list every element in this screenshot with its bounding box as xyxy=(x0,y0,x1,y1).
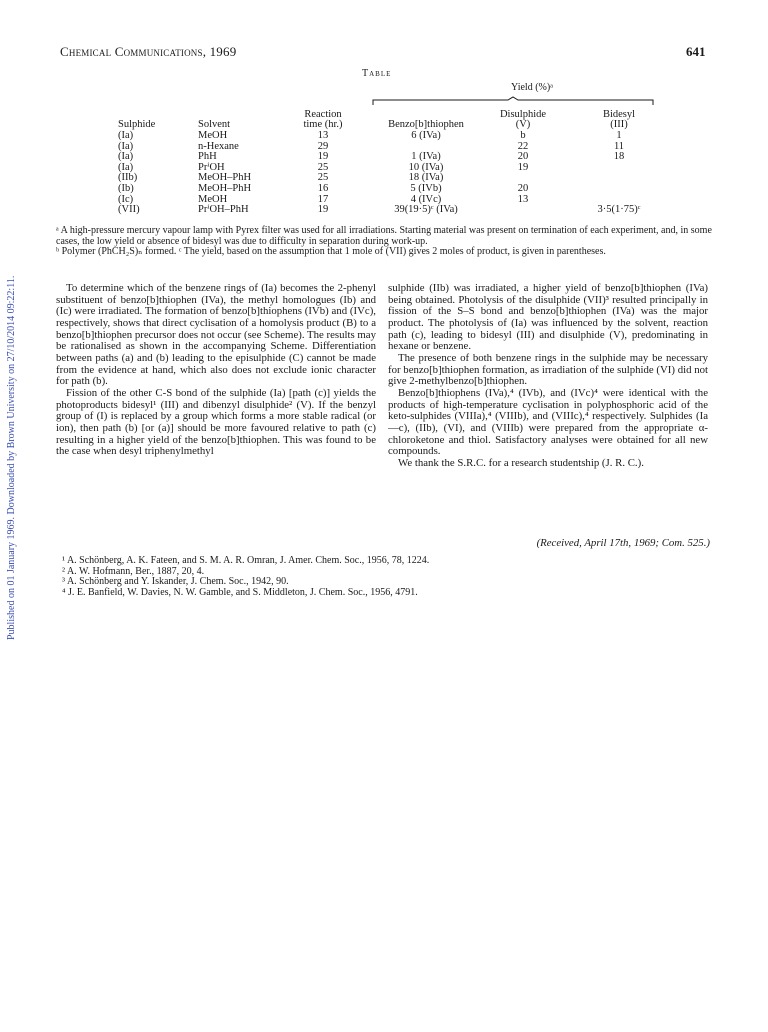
cell-time: 19 xyxy=(317,151,329,163)
table-footnote: ᵃ A high-pressure mercury vapour lamp with Pyrex filter was used for all irradiations. Starting material was present on termination of each experiment, and, in some cases, the low yield or absence of bidesyl was due to difficulty in separation during work-up. xyxy=(56,225,712,247)
references xyxy=(62,556,662,599)
cell-disulphide: 20 xyxy=(517,151,529,163)
body-paragraph: Benzo[b]thiophens (IVa),⁴ (IVb), and (IVc)⁴ were identical with the products of high-temperature cyclisation in polyphosphoric acid of the keto-sulphides (VIIIa),⁴ (VIIIb), and (VIIIc),⁴ respectively. Sulphides (Ia—c), (IIb), (VI), and (VIIIb) were prepared from the appropriate α-chloroketone and thiol. Satisfactory analyses were obtained for all new compounds. xyxy=(388,386,708,458)
download-notice: Published on 01 January 1969. Downloaded by Brown University on 27/10/2014 09:22:11. xyxy=(6,275,17,640)
sulphide-column xyxy=(118,110,168,216)
cell-time: 29 xyxy=(317,140,329,152)
header-benzothiophen: Benzo[b]thiophen xyxy=(388,119,464,131)
header-disulphide-line2: (V) xyxy=(515,119,531,131)
time-column xyxy=(294,110,352,216)
cell-sulphide: (Ia) xyxy=(118,140,134,152)
cell-solvent: PrⁱOH xyxy=(198,161,225,173)
reference-item: ⁴ J. E. Banfield, W. Davies, N. W. Gamble, and S. Middleton, J. Chem. Soc., 1956, 4791. xyxy=(62,587,418,599)
cell-sulphide: (Ia) xyxy=(118,130,134,141)
body-paragraph: The presence of both benzene rings in the sulphide may be necessary for benzo[b]thiophen formation, as irradiation of the sulphide (VI) did not give 2-methylbenzo[b]thiophen. xyxy=(388,351,708,388)
cell-disulphide: 19 xyxy=(517,161,529,173)
solvent-column xyxy=(198,110,288,216)
cell-bidesyl: 3·5(1·75)ᶜ xyxy=(597,204,641,216)
cell-bidesyl: 18 xyxy=(613,151,625,163)
reference-item: ² A. W. Hofmann, Ber., 1887, 20, 4. xyxy=(62,565,205,577)
cell-solvent: PhH xyxy=(198,151,217,163)
acknowledgement: We thank the S.R.C. for a research studentship (J. R. C.). xyxy=(398,456,644,469)
cell-benzothiophen: 4 (IVc) xyxy=(410,193,442,205)
cell-benzothiophen: 1 (IVa) xyxy=(411,151,441,163)
cell-benzothiophen: 6 (IVa) xyxy=(411,130,441,141)
reference-item: ¹ A. Schönberg, A. K. Fateen, and S. M. A. R. Omran, J. Amer. Chem. Soc., 1956, 78, 1224. xyxy=(62,555,430,566)
cell-bidesyl xyxy=(576,184,662,195)
benzothiophen-column xyxy=(376,110,476,216)
cell-time: 13 xyxy=(317,130,329,141)
cell-sulphide: (Ia) xyxy=(118,161,134,173)
cell-solvent: n-Hexane xyxy=(198,140,239,152)
cell-bidesyl: 1 xyxy=(616,130,622,141)
page-number: 641 xyxy=(686,44,706,59)
header-solvent: Solvent xyxy=(198,119,231,131)
header-time-line2: time (hr.) xyxy=(303,119,343,131)
cell-benzothiophen: 10 (IVa) xyxy=(408,161,444,173)
cell-time: 19 xyxy=(317,204,329,216)
cell-benzothiophen: 18 (IVa) xyxy=(408,172,444,184)
body-paragraph: To determine which of the benzene rings of (Ia) becomes the 2-phenyl substituent of benzo[b]thiophen (IVa), the methyl homologues (Ib) and (Ic) were irradiated. The formation of benzo[b]thiophens (IVb) and (IVc), respectively, shows that direct cyclisation of a homolysis product (B) to a benzo[b]thiophen precursor does not occur (see Scheme). The results may be rationalised as shown in the accompanying Scheme. Differentiation between paths (a) and (b) leading to the episulphide (C) cannot be made from the evidence at hand, which also does not exclude ionic character for path (b). xyxy=(56,282,376,388)
header-bidesyl-line1: Bidesyl xyxy=(602,108,636,120)
right-column xyxy=(388,283,708,470)
body-paragraph: Fission of the other C-S bond of the sulphide (Ia) [path (c)] yields the photoproducts bidesyl¹ (III) and dibenzyl disulphide² (V). If the benzyl group of (I) is replaced by a group which forms a more stable radical (or ion), then path (b) [or (a)] should be more favoured relative to path (c) resulting in a higher yield of the benzo[b]thiophen. This was found to be the case when desyl triphenylmethyl xyxy=(56,386,376,458)
body-paragraph: sulphide (IIb) was irradiated, a higher yield of benzo[b]thiophen (IVa) being obtained. Photolysis of the disulphide (VII)³ resulted principally in fission of the S–S bond and benzo[b]thiophen (IVa) was the major product. The photolysis of (Ia) was influenced by the solvent, reaction path (c), leading to bidesyl (III) and disulphide (V), predominating in hexane or benzene. xyxy=(388,282,708,353)
cell-sulphide: (IIb) xyxy=(118,172,138,184)
header-bidesyl-line2: (III) xyxy=(610,119,628,131)
cell-sulphide: (Ic) xyxy=(118,193,134,205)
cell-disulphide: b xyxy=(520,130,526,141)
cell-disulphide: 22 xyxy=(517,140,529,152)
table-caption: Table xyxy=(362,68,392,79)
cell-benzothiophen: 5 (IVb) xyxy=(410,182,442,194)
header-disulphide-line1: Disulphide xyxy=(499,108,547,120)
cell-time: 17 xyxy=(317,193,329,205)
cell-disulphide: 20 xyxy=(517,182,529,194)
yield-brace xyxy=(372,96,654,106)
cell-solvent: MeOH xyxy=(198,130,228,141)
reference-item: ³ A. Schönberg and Y. Iskander, J. Chem. Soc., 1942, 90. xyxy=(62,576,289,588)
cell-sulphide: (VII) xyxy=(118,204,140,216)
running-head: Chemical Communications, 1969 xyxy=(60,44,237,59)
cell-time: 16 xyxy=(317,182,329,194)
cell-solvent: MeOH–PhH xyxy=(198,182,252,194)
yield-heading: Yield (%)ᵃ xyxy=(511,82,553,93)
bidesyl-column xyxy=(576,110,662,216)
table-footnote: ᵇ Polymer (PhCH₂S)ₙ formed. ᶜ The yield, based on the assumption that 1 mole of (VII) gives 2 moles of product, is given in parentheses. xyxy=(56,246,606,257)
cell-sulphide: (Ib) xyxy=(118,182,134,194)
cell-solvent: PrⁱOH–PhH xyxy=(198,204,249,216)
cell-solvent: MeOH–PhH xyxy=(198,172,252,184)
received-date: (Received, April 17th, 1969; Com. 525.) xyxy=(536,537,710,549)
cell-benzothiophen: 39(19·5)ᶜ (IVa) xyxy=(394,204,458,216)
cell-time: 25 xyxy=(317,172,329,184)
cell-bidesyl: 11 xyxy=(613,140,625,152)
header-time-line1: Reaction xyxy=(304,108,342,120)
cell-disulphide xyxy=(488,205,558,216)
cell-solvent: MeOH xyxy=(198,193,228,205)
disulphide-column xyxy=(488,110,558,216)
left-column xyxy=(56,283,376,458)
cell-time: 25 xyxy=(317,161,329,173)
cell-disulphide: 13 xyxy=(517,193,529,205)
header-sulphide: Sulphide xyxy=(118,119,156,131)
table-footnotes xyxy=(56,226,716,258)
cell-sulphide: (Ia) xyxy=(118,151,134,163)
